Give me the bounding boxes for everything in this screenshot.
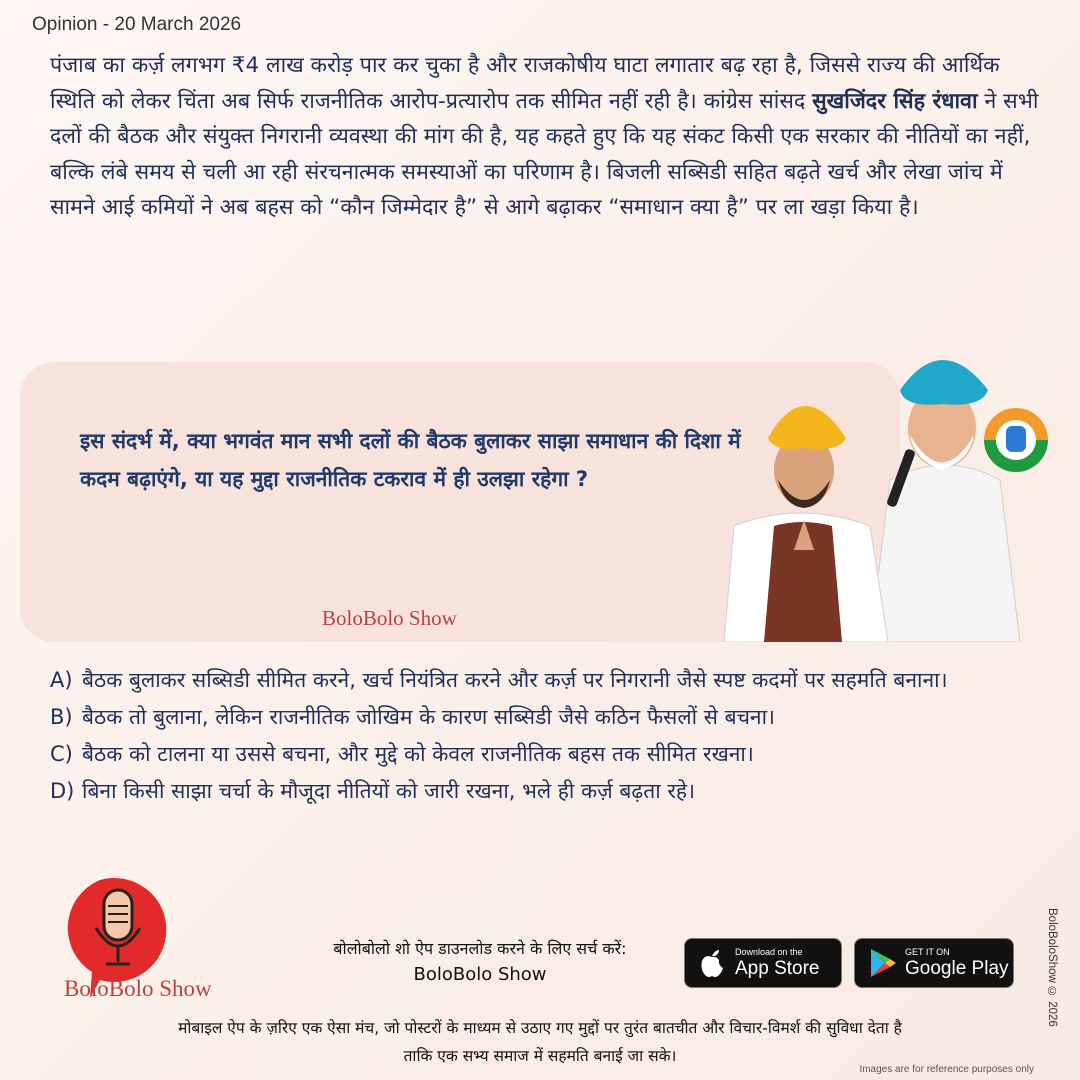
app-store-small-label: Download on the — [735, 947, 803, 957]
option-b[interactable] — [50, 699, 1050, 736]
tagline-line-2: ताकि एक सभ्य समाज में सहमति बनाई जा सके। — [403, 1047, 677, 1065]
option-a[interactable] — [50, 662, 1050, 699]
app-store-label: App Store — [735, 958, 820, 979]
option-text: बैठक बुलाकर सब्सिडी सीमित करने, खर्च नियंत्रित करने और कर्ज़ पर निगरानी जैसे स्पष्ट कदमों पर सहमति बनाना। — [82, 668, 948, 692]
person-left — [724, 406, 888, 642]
question-text: इस संदर्भ में, क्या भगवंत मान सभी दलों की बैठक बुलाकर साझा समाधान की दिशा में कदम बढ़ाएंगे, या यह मुद्दा राजनीतिक टकराव में ही उलझा रहेगा ? — [80, 429, 741, 491]
intro-paragraph — [50, 48, 1040, 226]
option-letter: C) — [50, 742, 73, 766]
option-text: बैठक को टालना या उससे बचना, और मुद्दे को केवल राजनीतिक बहस तक सीमित रखना। — [82, 742, 754, 766]
copyright-vertical: BoloBoloShow © 2026 — [1046, 908, 1058, 1027]
option-letter: D) — [50, 779, 75, 803]
search-term: BoloBolo Show — [413, 964, 547, 985]
footer-tagline — [20, 1014, 1060, 1070]
app-search-info — [290, 936, 670, 988]
tagline-line-1: मोबाइल ऐप के ज़रिए एक ऐसा मंच, जो पोस्टरों के माध्यम से उठाए गए मुद्दों पर तुरंत बातचीत और विचार-विमर्श की सुविधा देता है — [178, 1019, 902, 1037]
person-right — [870, 360, 1020, 642]
party-hand-symbol-icon — [984, 408, 1048, 472]
google-play-icon — [865, 946, 899, 980]
intro-highlight-name: सुखजिंदर सिंह रंधावा — [812, 88, 978, 114]
option-d[interactable] — [50, 773, 1050, 810]
search-prompt: बोलोबोलो शो ऐप डाउनलोड करने के लिए सर्च करें: — [333, 939, 627, 958]
intro-text-before: पंजाब का कर्ज़ लगभग ₹4 लाख करोड़ पार कर चुका है और राजकोषीय घाटा लगातार बढ़ रहा है, जिससे राज्य की आर्थिक स्थिति को लेकर चिंता अब सिर्फ राजनीतिक आरोप-प्रत्यारोप तक सीमित नहीं रही है। कांग्रेस सांसद — [50, 53, 1000, 114]
option-text: बैठक तो बुलाना, लेकिन राजनीतिक जोखिम के कारण सब्सिडी जैसे कठिन फैसलों से बचना। — [82, 705, 775, 729]
politicians-illustration — [720, 330, 1060, 642]
option-letter: B) — [50, 705, 73, 729]
google-play-label: Google Play — [905, 958, 1009, 979]
option-c[interactable] — [50, 736, 1050, 773]
option-text: बिना किसी साझा चर्चा के मौजूदा नीतियों को जारी रखना, भले ही कर्ज़ बढ़ता रहे। — [82, 779, 696, 803]
google-play-small-label: GET IT ON — [905, 947, 950, 957]
intro-text-after: ने सभी दलों की बैठक और संयुक्त निगरानी व्यवस्था की मांग की है, यह कहते हुए कि यह संकट किसी एक सरकार की नीतियों का नहीं, बल्कि लंबे समय से चली आ रही संरचनात्मक समस्याओं का परिणाम है। बिजली सब्सिडी सहित बढ़ते खर्च और लेखा जांच में सामने आई कमियों ने अब बहस को “कौन जिम्मेदार है” से आगे बढ़ाकर “समाधान क्या है” पर ला खड़ा किया है। — [50, 88, 1039, 220]
answer-options — [50, 662, 1050, 810]
apple-icon — [695, 946, 729, 980]
google-play-button[interactable] — [854, 938, 1014, 988]
option-letter: A) — [50, 668, 73, 692]
app-store-button[interactable] — [684, 938, 842, 988]
watermark-brand: BoloBolo Show — [322, 606, 457, 630]
post-date: Opinion - 20 March 2026 — [32, 14, 242, 35]
brand-logo-text: BoloBolo Show — [64, 976, 212, 1001]
image-disclaimer: Images are for reference purposes only — [859, 1064, 1034, 1075]
